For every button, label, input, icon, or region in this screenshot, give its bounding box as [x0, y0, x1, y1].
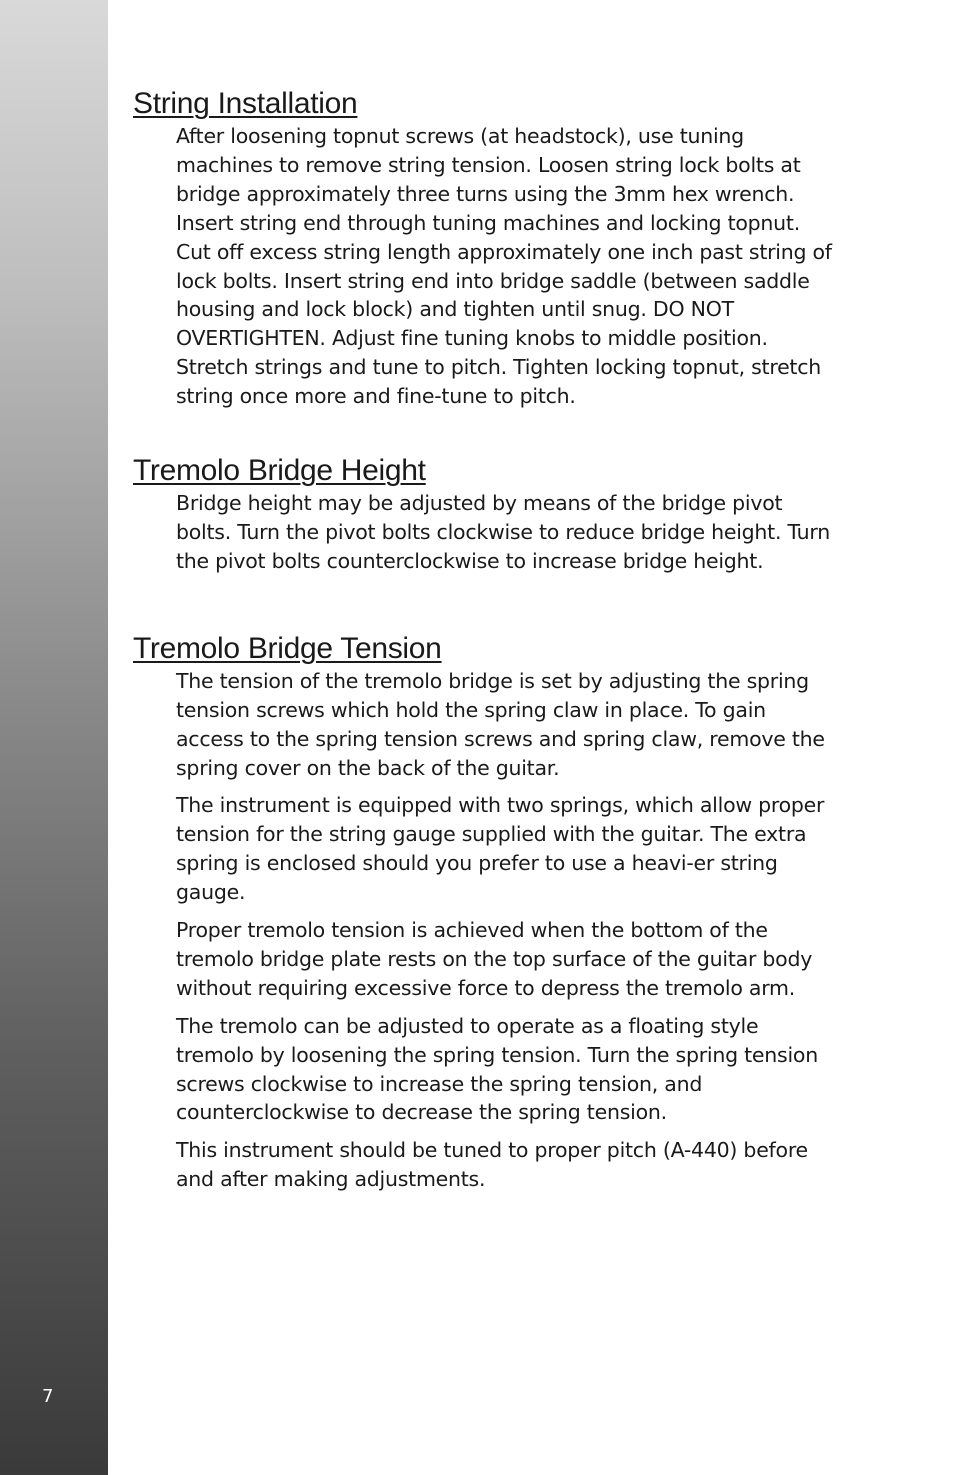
section-heading: Tremolo Bridge Tension	[133, 631, 442, 665]
paragraph: The tremolo can be adjusted to operate as a floating style tremolo by loosening the spring tension. Turn the spring tension screws clockwise to increase the spring tension, and counterclockwise to decrease the spring tension.	[176, 1013, 818, 1125]
section-tremolo-bridge-height	[133, 453, 833, 576]
section-heading: String Installation	[133, 87, 358, 120]
section-body	[176, 489, 833, 576]
page-margin-band	[0, 0, 108, 1475]
paragraph: Proper tremolo tension is achieved when the bottom of the tremolo bridge plate rests on the top surface of the guitar body without requiring excessive force to depress the tremolo arm.	[176, 918, 813, 1000]
section-body	[176, 122, 833, 411]
paragraph: The tension of the tremolo bridge is set by adjusting the spring tension screws which hold the spring claw in place. To gain access to the spring tension screws and spring claw, remove the spring cover on the back of the guitar.	[176, 668, 825, 780]
paragraph: After loosening topnut screws (at headstock), use tuning machines to remove string tension. Loosen string lock bolts at bridge approximately three turns using the 3mm hex wrench. Insert string end through tuning machines and locking topnut. Cut off excess string length approximately one inch past string of lock bolts. Insert string end into bridge saddle (between saddle housing and lock block) and tighten until snug. DO NOT OVERTIGHTEN. Adjust fine tuning knobs to middle position. Stretch strings and tune to pitch. Tighten locking topnut, stretch string once more and fine-tune to pitch.	[176, 124, 832, 409]
section-tremolo-bridge-tension	[133, 631, 833, 1194]
page-content	[133, 86, 833, 1203]
section-string-installation	[133, 86, 833, 411]
section-heading: Tremolo Bridge Height	[133, 454, 426, 488]
section-body	[176, 667, 833, 1194]
page-number: 7	[42, 1386, 54, 1407]
paragraph: This instrument should be tuned to proper pitch (A-440) before and after making adjustments.	[176, 1138, 808, 1192]
paragraph: The instrument is equipped with two springs, which allow proper tension for the string gauge supplied with the guitar. The extra spring is enclosed should you prefer to use a heavi-er string gauge.	[176, 793, 825, 905]
paragraph: Bridge height may be adjusted by means of the bridge pivot bolts. Turn the pivot bolts clockwise to reduce bridge height. Turn the pivot bolts counterclockwise to increase bridge height.	[176, 491, 830, 573]
